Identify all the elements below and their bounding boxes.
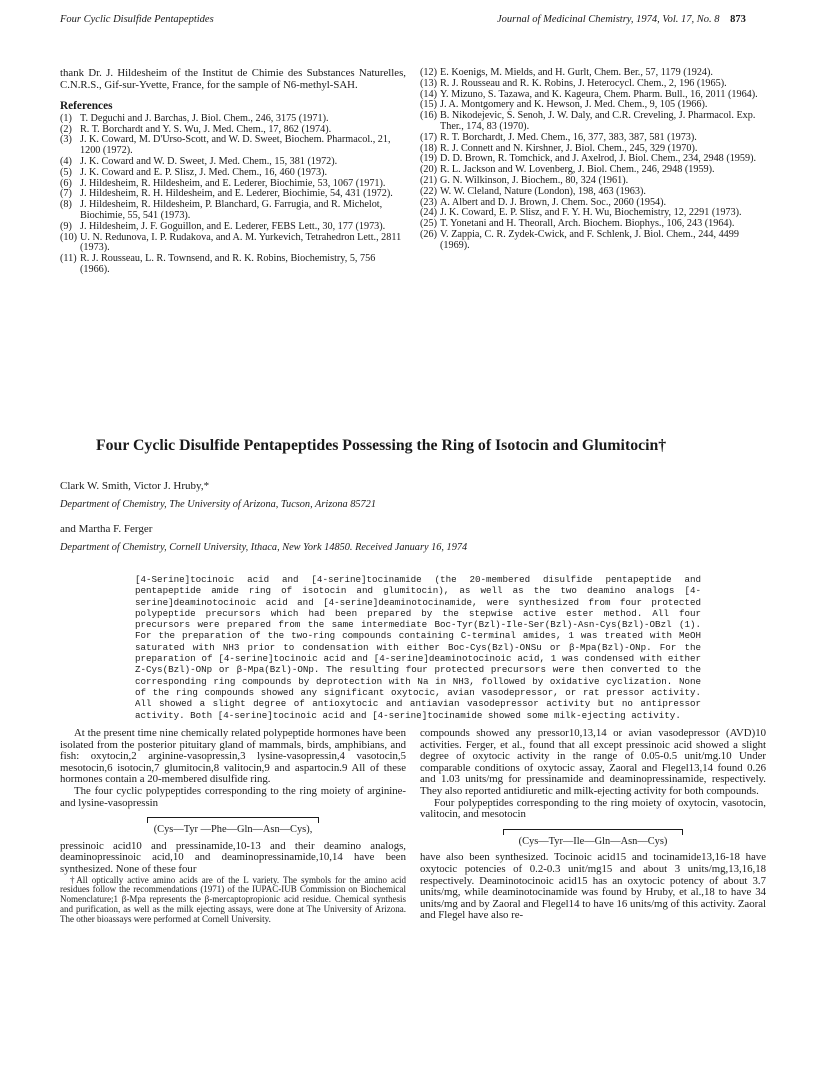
reference-number: (1)	[60, 112, 72, 124]
authors-secondary: and Martha F. Ferger	[60, 523, 153, 535]
reference-item	[60, 254, 406, 276]
reference-text: A. Albert and D. J. Brown, J. Chem. Soc., 2060 (1954).	[440, 196, 667, 208]
reference-text: D. D. Brown, R. Tomchick, and J. Axelrod, J. Biol. Chem., 234, 2948 (1959).	[440, 153, 757, 165]
reference-text: J. Hildesheim, R. Hildesheim, P. Blanchard, G. Farrugia, and R. Michelot, Biochimie, 55, 541 (1973).	[80, 199, 383, 221]
reference-number: (14)	[420, 88, 437, 100]
reference-number: (7)	[60, 188, 72, 200]
reference-number: (20)	[420, 164, 437, 176]
reference-number: (4)	[60, 155, 72, 167]
reference-text: R. T. Borchardt, J. Med. Chem., 16, 377, 383, 387, 581 (1973).	[440, 131, 697, 143]
disulfide-bridge-bracket	[147, 817, 319, 823]
reference-number: (3)	[60, 134, 72, 146]
structure-formula: (Cys—Tyr —Phe—Gln—Asn—Cys),	[153, 824, 313, 836]
reference-text: G. N. Wilkinson, J. Biochem., 80, 324 (1961).	[440, 174, 629, 186]
reference-text: J. Hildesheim, R. Hildesheim, and E. Lederer, Biochimie, 53, 1067 (1971).	[80, 177, 386, 189]
reference-text: J. Hildesheim, J. F. Goguillon, and E. Lederer, FEBS Lett., 30, 177 (1973).	[80, 220, 386, 232]
reference-item	[60, 222, 406, 233]
affiliation-cornell: Department of Chemistry, Cornell University, Ithaca, New York 14850. Received January 16, 1974	[60, 542, 468, 553]
reference-number: (12)	[420, 67, 437, 78]
reference-text: B. Nikodejevic, S. Senoh, J. W. Daly, and C.R. Creveling, J. Pharmacol. Exp. Ther., 174, 83 (1970).	[440, 110, 756, 132]
reference-text: T. Yonetani and H. Theorall, Arch. Biochem. Biophys., 106, 243 (1964).	[440, 218, 735, 230]
pressinoic-paragraph: pressinoic acid10 and pressinamide,10-13 and their deamino analogs, deaminopressinoic acid,10 and deaminopressinamide,10,14 have been synthesized. None of these four	[60, 839, 406, 875]
reference-item	[420, 79, 766, 90]
reference-text: J. K. Coward and W. D. Sweet, J. Med. Chem., 15, 381 (1972).	[80, 155, 338, 167]
activity-paragraph: compounds showed any pressor10,13,14 or avian vasodepressor (AVD)10 activities. Ferger, et al., found that all except pressinoic acid showed a slight degree of oxytocic activity in the range of 0.05-0.5 unit/mg.10 Under comparable conditions of oxytocic assay, Zaoral and Flegel13,14 found 0.26 and 1.03 units/mg for pressinamide and deaminopressinamide, respectively. They also reported antidiuretic and milk-ejecting activity for both compounds.	[420, 727, 766, 797]
reference-item	[420, 230, 766, 252]
reference-number: (13)	[420, 77, 437, 89]
reference-text: T. Deguchi and J. Barchas, J. Biol. Chem., 246, 3175 (1971).	[80, 112, 329, 124]
intro-paragraph: At the present time nine chemically related polypeptide hormones have been isolated from the posterior pituitary gland of mammals, birds, amphibians, and fish: oxytocin,2 arginine-vasopressin,3 lysine-vasopressin,4 vasotocin,5 mesotocin,6 isotocin,7 glumitocin,8 valitocin,9 and aspartocin.9 All of these hormones contain a 20-membered disulfide ring.	[60, 727, 406, 786]
reference-item	[60, 168, 406, 179]
top-left-column	[60, 68, 406, 276]
reference-number: (2)	[60, 123, 72, 135]
reference-number: (15)	[420, 99, 437, 111]
body-right-column	[420, 728, 766, 922]
reference-item	[420, 187, 766, 198]
reference-text: J. K. Coward, M. D'Urso-Scott, and W. D. Sweet, Biochem. Pharmacol., 21, 1200 (1972).	[80, 134, 391, 157]
reference-text: J. K. Coward and E. P. Slisz, J. Med. Chem., 16, 460 (1973).	[80, 166, 328, 178]
journal-name: Journal of Medicinal Chemistry, 1974, Vol. 17, No. 8	[497, 14, 720, 25]
reference-number: (8)	[60, 199, 72, 211]
reference-number: (24)	[420, 207, 437, 219]
reference-number: (16)	[420, 110, 437, 122]
reference-text: W. W. Cleland, Nature (London), 198, 463 (1963).	[440, 185, 646, 197]
reference-number: (6)	[60, 177, 72, 189]
reference-item	[60, 114, 406, 125]
reference-number: (23)	[420, 196, 437, 208]
authors-primary: Clark W. Smith, Victor J. Hruby,*	[60, 480, 210, 492]
vasopressin-ring-structure	[60, 817, 406, 836]
reference-item	[60, 233, 406, 255]
reference-text: R. J. Connett and N. Kirshner, J. Biol. Chem., 245, 329 (1970).	[440, 142, 698, 154]
references-list-right	[420, 68, 766, 252]
tocinoic-paragraph: have also been synthesized. Tocinoic acid15 and tocinamide13,16-18 have oxytocic potencies of 0.2-0.3 unit/mg15 and about 3 units/mg,13,16,18 respectively. Deaminotocinoic acid15 has an oxytocic potency of about 3.7 units/mg, while deaminotocinamide was found by Hruby, et al.,18 to have 34 units/mg and by Zaoral and Flegel14 to have 16 units/mg of this activity. Zaoral and Flegel have also re-	[420, 851, 766, 922]
references-list-left	[60, 114, 406, 276]
reference-number: (21)	[420, 174, 437, 186]
reference-item	[60, 200, 406, 222]
reference-item	[60, 135, 406, 157]
reference-text: Y. Mizuno, S. Tazawa, and K. Kageura, Chem. Pharm. Bull., 16, 2011 (1964).	[440, 88, 758, 100]
references-heading: References	[60, 100, 113, 113]
acknowledgment: thank Dr. J. Hildesheim of the Institut de Chimie des Substances Naturelles, C.N.R.S., Gif-sur-Yvette, France, for the sample of N6-methyl-SAH.	[60, 67, 406, 91]
reference-text: E. Koenigs, M. Mields, and H. Gurlt, Chem. Ber., 57, 1179 (1924).	[440, 67, 713, 78]
running-title: Four Cyclic Disulfide Pentapeptides	[60, 14, 214, 25]
reference-text: R. J. Rousseau, L. R. Townsend, and R. K. Robins, Biochemistry, 5, 756 (1966).	[80, 253, 376, 275]
reference-text: J. K. Coward, E. P. Slisz, and F. Y. H. Wu, Biochemistry, 12, 2291 (1973).	[440, 207, 742, 219]
reference-text: U. N. Redunova, I. P. Rudakova, and A. M. Yurkevich, Tetrahedron Lett., 2811 (1973).	[80, 231, 402, 254]
reference-item	[420, 111, 766, 133]
reference-number: (19)	[420, 153, 437, 165]
oxytocin-paragraph: Four polypeptides corresponding to the ring moiety of oxytocin, vasotocin, valitocin, and mesotocin	[420, 796, 766, 821]
reference-number: (25)	[420, 218, 437, 230]
reference-text: V. Zappia, C. R. Zydek-Cwick, and F. Schlenk, J. Biol. Chem., 244, 4499 (1969).	[440, 228, 739, 251]
reference-number: (17)	[420, 131, 437, 143]
journal-citation	[497, 14, 746, 25]
reference-number: (5)	[60, 166, 72, 178]
reference-number: (9)	[60, 220, 72, 232]
reference-number: (10)	[60, 231, 77, 243]
structure-formula: (Cys—Tyr—Ile—Gln—Asn—Cys)	[518, 835, 668, 847]
footnote: †All optically active amino acids are of the L variety. The symbols for the amino acid residues follow the recommendations (1971) of the IUPAC-IUB Commission on Biochemical Nomenclature;1 β-Mpa represents the β-mercaptopropionic acid residue. Chemical synthesis and purification, as well as the milk ejecting assays, were done at The University of Arizona. The other bioassays were performed at Cornell University.	[60, 874, 406, 924]
affiliation-arizona: Department of Chemistry, The University of Arizona, Tucson, Arizona 85721	[60, 499, 376, 510]
reference-text: R. T. Borchardt and Y. S. Wu, J. Med. Chem., 17, 862 (1974).	[80, 123, 332, 135]
abstract: [4-Serine]tocinoic acid and [4-serine]tocinamide (the 20-membered disulfide pentapeptide and pentapeptide amide ring of isotocin and glumitocin), as well as the two deamino analogs [4-serine]deaminotocinoic acid and [4-serine]deaminotocinamide, were synthesized from four protected polypeptide precursors which had been prepared by the stepwise active ester method. All four precursors were prepared from the same intermediate Boc-Tyr(Bzl)-Ile-Ser(Bzl)-Asn-Cys(Bzl)-OBzl (1). For the preparation of the two-ring compounds containing C-terminal amides, 1 was treated with MeOH saturated with NH3 prior to condensation with either Boc-Cys(Bzl)-ONSu or β-Mpa(Bzl)-ONp. For the preparation of [4-serine]tocinoic acid and [4-serine]deaminotocinoic acid, 1 was condensed with either Z-Cys(Bzl)-ONp or β-Mpa(Bzl)-ONp. The resulting four protected precursors were then converted to the corresponding ring compounds by deprotection with Na in NH3, followed by oxidative cyclization. None of the ring compounds showed any significant oxytocic, avian vasodepressor, or rat pressor activity. All showed a slight degree of antioxytocic and antiavian vasodepressor activity but no antipressor activity. Both [4-serine]tocinoic acid and [4-serine]tocinamide showed some milk-ejecting activity.	[135, 574, 701, 721]
reference-number: (11)	[60, 253, 77, 265]
reference-text: R. L. Jackson and W. Lovenberg, J. Biol. Chem., 246, 2948 (1959).	[440, 164, 715, 176]
reference-text: R. J. Rousseau and R. K. Robins, J. Heterocycl. Chem., 2, 196 (1965).	[440, 77, 727, 89]
top-right-column	[420, 68, 766, 252]
article-title: Four Cyclic Disulfide Pentapeptides Possessing the Ring of Isotocin and Glumitocin†	[96, 437, 667, 454]
reference-item	[420, 133, 766, 144]
reference-number: (18)	[420, 142, 437, 154]
reference-number: (26)	[420, 228, 437, 240]
page-number: 873	[730, 14, 746, 25]
body-left-column	[60, 728, 406, 925]
reference-text: J. A. Montgomery and K. Hewson, J. Med. Chem., 9, 105 (1966).	[440, 99, 708, 111]
reference-text: J. Hildesheim, R. H. Hildesheim, and E. Lederer, Biochimie, 54, 431 (1972).	[80, 188, 393, 200]
vasopressin-paragraph: The four cyclic polypeptides corresponding to the ring moiety of arginine- and lysine-vasopressin	[60, 784, 406, 809]
oxytocin-ring-structure	[420, 829, 766, 848]
reference-number: (22)	[420, 185, 437, 197]
disulfide-bridge-bracket	[503, 829, 683, 835]
